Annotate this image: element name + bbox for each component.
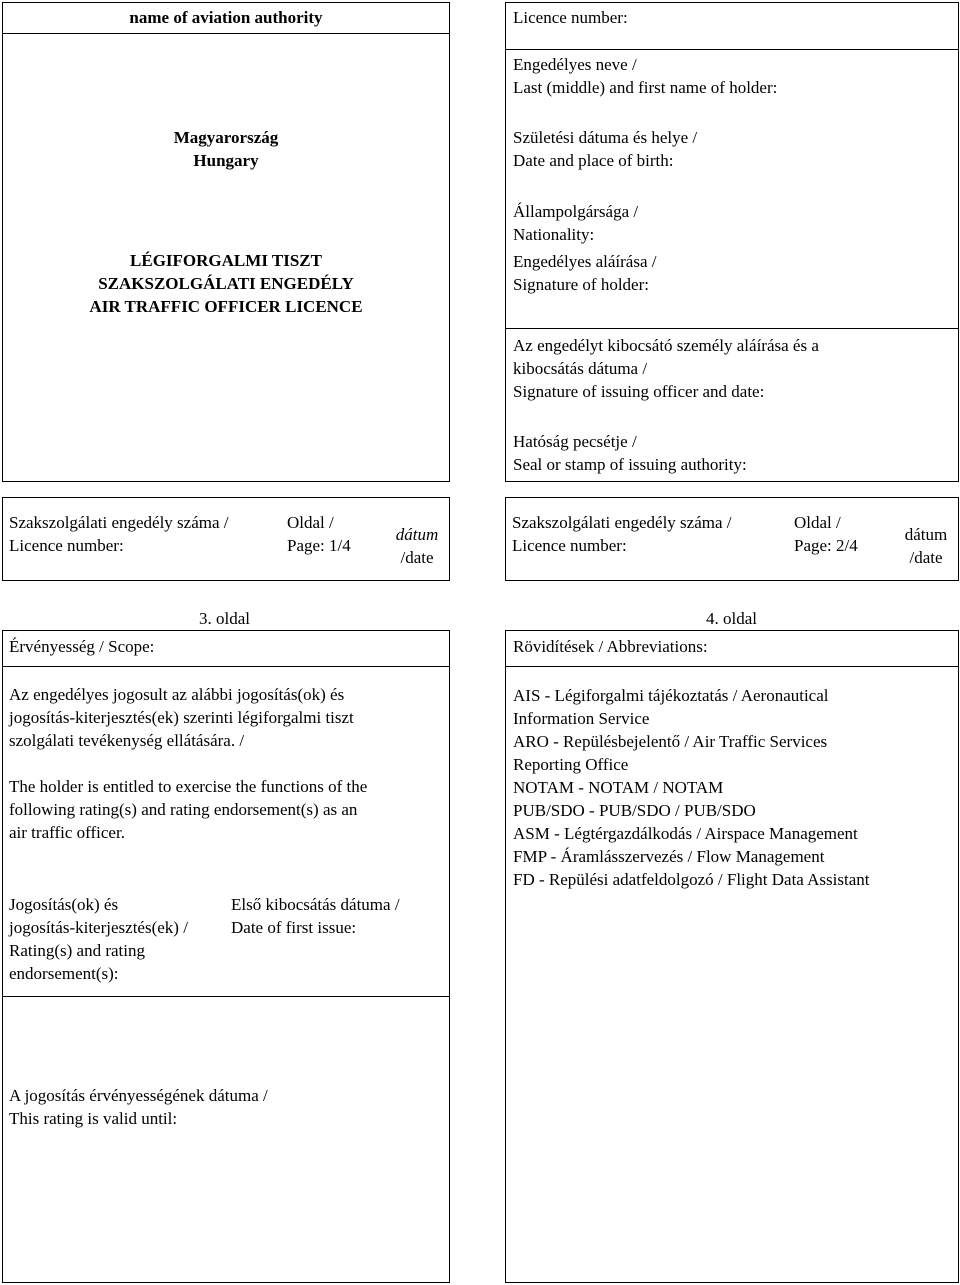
footer-date-en: /date [909,548,943,567]
country-en: Hungary [193,151,259,170]
footer-date-hu: dátum [395,525,439,544]
licence-title [3,249,449,318]
birth-hu: Születési dátuma és helye / [513,128,698,147]
first-issue-en: Date of first issue: [231,918,357,937]
divider [506,328,958,329]
title-line-2: SZAKSZOLGÁLATI ENGEDÉLY [98,274,354,293]
seal-field [513,430,747,476]
officer-hu-2: kibocsátás dátuma / [513,359,648,378]
footer-licence-number [9,511,229,557]
birth-en: Date and place of birth: [513,151,674,170]
para-hu-3: szolgálati tevékenység ellátására. / [9,731,245,750]
licence-number-label: Licence number: [513,8,628,27]
divider [3,996,449,997]
holder-name-en: Last (middle) and first name of holder: [513,78,778,97]
holder-name-hu: Engedélyes neve / [513,55,637,74]
signature-en: Signature of holder: [513,275,649,294]
first-issue-label [231,893,400,939]
divider [3,666,449,667]
rating-label [9,893,188,985]
divider [3,33,449,34]
seal-en: Seal or stamp of issuing authority: [513,455,747,474]
abbreviation-item: ASM - Légtérgazdálkodás / Airspace Management [513,824,858,843]
para-en-2: following rating(s) and rating endorsement(s) as an [9,800,358,819]
authority-name: name of aviation authority [129,8,323,27]
abbreviations-heading: Rövidítések / Abbreviations: [513,637,708,656]
issuing-officer-field [513,334,819,403]
para-en-3: air traffic officer. [9,823,125,842]
validity-label [9,1084,268,1130]
divider [506,666,958,667]
rating-2: jogosítás-kiterjesztés(ek) / [9,918,188,937]
footer-date-en: /date [400,548,434,567]
footer-page-hu: Oldal / [794,513,841,532]
title-line-1: LÉGIFORGALMI TISZT [130,251,322,270]
seal-hu: Hatóság pecsétje / [513,432,637,451]
abbreviations-list [513,684,870,891]
nationality-hu: Állampolgársága / [513,202,639,221]
rating-3: Rating(s) and rating [9,941,145,960]
abbreviation-item: FMP - Áramlásszervezés / Flow Management [513,847,825,866]
nationality-field [513,200,638,246]
para-en-1: The holder is entitled to exercise the functions of the [9,777,368,796]
officer-en: Signature of issuing officer and date: [513,382,765,401]
abbreviation-item: NOTAM - NOTAM / NOTAM [513,778,724,797]
footer-right [505,497,959,581]
rating-1: Jogosítás(ok) és [9,895,119,914]
footer-page-en: Page: 2/4 [794,536,858,555]
page-3-label: 3. oldal [199,609,250,628]
abbreviation-item: AIS - Légiforgalmi tájékoztatás / Aeronautical [513,686,829,705]
footer-licence-en: Licence number: [512,536,627,555]
footer-page [287,511,351,557]
abbreviation-item: FD - Repülési adatfeldolgozó / Flight Data Assistant [513,870,870,889]
footer-date [387,523,447,569]
footer-licence-number [512,511,732,557]
page-4-abbreviations [505,630,959,1283]
nationality-en: Nationality: [513,225,595,244]
first-issue-hu: Első kibocsátás dátuma / [231,895,400,914]
footer-page [794,511,858,557]
valid-hu: A jogosítás érvényességének dátuma / [9,1086,268,1105]
para-hu-2: jogosítás-kiterjesztés(ek) szerinti légiforgalmi tiszt [9,708,354,727]
rating-4: endorsement(s): [9,964,119,983]
signature-hu: Engedélyes aláírása / [513,252,657,271]
footer-licence-en: Licence number: [9,536,124,555]
footer-page-hu: Oldal / [287,513,334,532]
country-hu: Magyarország [173,128,279,147]
scope-heading: Érvényesség / Scope: [9,637,155,656]
page-1-cover [2,2,450,482]
footer-date [896,523,956,569]
footer-page-en: Page: 1/4 [287,536,351,555]
para-hu-1: Az engedélyes jogosult az alábbi jogosítás(ok) és [9,685,345,704]
abbreviation-item: ARO - Repülésbejelentő / Air Traffic Services [513,732,828,751]
title-line-3: AIR TRAFFIC OFFICER LICENCE [89,297,363,316]
footer-date-hu: dátum [904,525,948,544]
officer-hu-1: Az engedélyt kibocsátó személy aláírása és a [513,336,819,355]
holder-name-field [513,53,777,99]
page-2-holder-details [505,2,959,482]
divider [506,49,958,50]
abbreviation-item: Information Service [513,709,650,728]
abbreviation-item: PUB/SDO - PUB/SDO / PUB/SDO [513,801,756,820]
footer-licence-hu: Szakszolgálati engedély száma / [9,513,229,532]
birth-field [513,126,697,172]
scope-paragraph-en [9,775,367,844]
footer-licence-hu: Szakszolgálati engedély száma / [512,513,732,532]
holder-signature-field [513,250,657,296]
footer-left [2,497,450,581]
page-4-label: 4. oldal [706,609,757,628]
scope-paragraph-hu [9,683,354,752]
country-block [3,126,449,172]
abbreviation-item: Reporting Office [513,755,629,774]
valid-en: This rating is valid until: [9,1109,178,1128]
page-3-scope [2,630,450,1283]
